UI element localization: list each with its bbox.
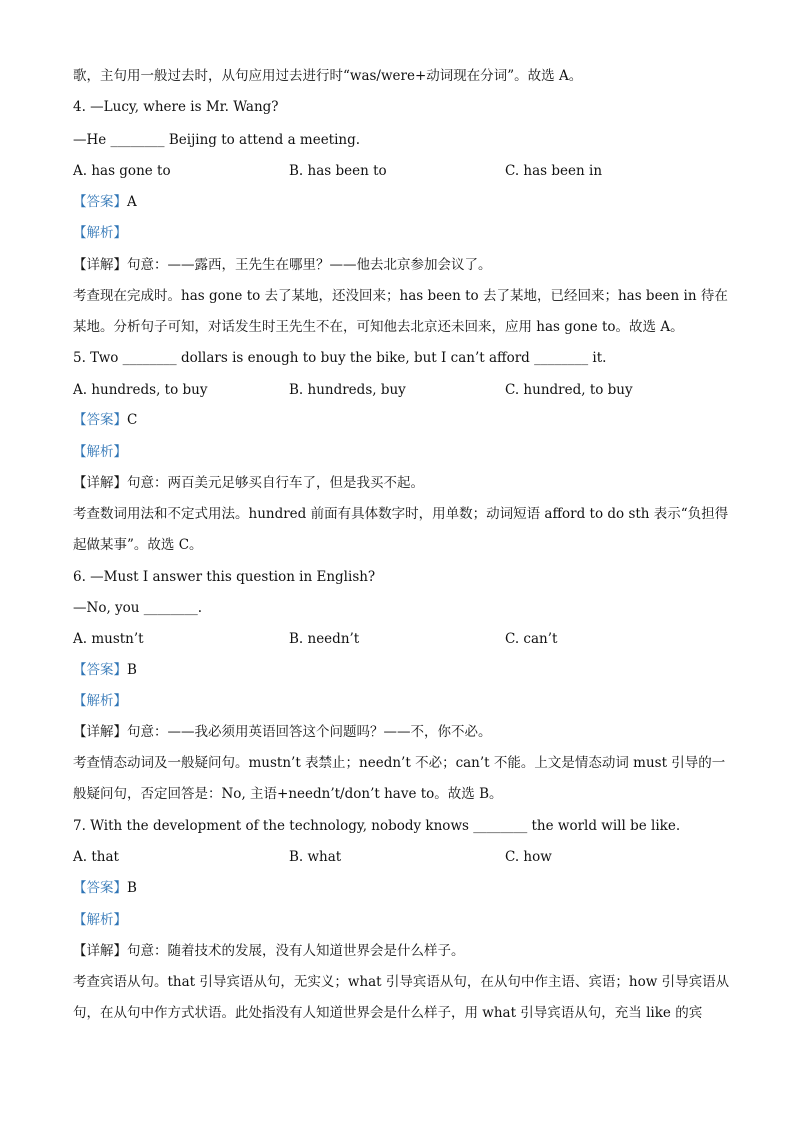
q6-option-b: B. needn’t: [289, 631, 360, 647]
q4-option-c: C. has been in: [505, 163, 603, 179]
detail-tag: 【详解】: [73, 943, 127, 959]
q6-explanation: 考查情态动词及一般疑问句。mustn’t 表禁止；needn’t 不必；can’t 不能。上文是情态动词 must 引导的一般疑问句，否定回答是：No, 主语+needn’t/don’t have to。故选 B。: [73, 755, 726, 802]
answer-value: B: [127, 880, 137, 896]
question-4: 4. —Lucy, where is Mr. Wang?: [73, 99, 279, 115]
q4-answer: [73, 192, 733, 212]
q6-option-c: C. can’t: [505, 631, 558, 647]
q4-analysis-tag: [73, 223, 733, 243]
answer-value: B: [127, 662, 137, 678]
q5-option-b: B. hundreds, buy: [289, 382, 406, 398]
q5-option-a: A. hundreds, to buy: [73, 382, 208, 398]
answer-value: C: [127, 412, 138, 428]
q5-explanation: 考查数词用法和不定式用法。hundred 前面有具体数字时，用单数；动词短语 afford to do sth 表示“负担得起做某事”。故选 C。: [73, 506, 729, 553]
detail-tag: 【详解】: [73, 724, 127, 740]
question-6: 6. —Must I answer this question in English?: [73, 569, 376, 585]
q5-detail: [73, 473, 733, 493]
q7-analysis-tag: [73, 910, 733, 930]
answer-tag: 【答案】: [73, 194, 127, 210]
analysis-tag: 【解析】: [73, 444, 127, 460]
q4-explanation: 考查现在完成时。has gone to 去了某地，还没回来；has been to 去了某地，已经回来；has been in 待在某地。分析句子可知，对话发生时王先生不在，可知他去北京还未回来，应用 has gone to。故选 A。: [73, 288, 728, 335]
detail-tag: 【详解】: [73, 257, 127, 273]
answer-tag: 【答案】: [73, 412, 127, 428]
question-4-line-2: —He ________ Beijing to attend a meeting.: [73, 132, 361, 148]
q6-answer: [73, 660, 733, 680]
q5-option-c: C. hundred, to buy: [505, 382, 633, 398]
q6-detail: [73, 722, 733, 742]
q6-option-a: A. mustn’t: [73, 631, 144, 647]
q4-option-b: B. has been to: [289, 163, 387, 179]
answer-value: A: [127, 194, 137, 210]
analysis-tag: 【解析】: [73, 912, 127, 928]
analysis-tag: 【解析】: [73, 225, 127, 241]
q7-explanation: 考查宾语从句。that 引导宾语从句，无实义；what 引导宾语从句，在从句中作主语、宾语；how 引导宾语从句，在从句中作方式状语。此处指没有人知道世界会是什么样子，用 what 引导宾语从句，充当 like 的宾: [73, 974, 730, 1021]
q7-answer: [73, 878, 733, 898]
detail-text: 句意：——我必须用英语回答这个问题吗？——不，你不必。: [127, 724, 492, 740]
question-6-line-2: —No, you ________.: [73, 600, 203, 616]
detail-text: 句意：两百美元足够买自行车了，但是我买不起。: [127, 475, 424, 491]
answer-tag: 【答案】: [73, 880, 127, 896]
text-line: 歌，主句用一般过去时，从句应用过去进行时“was/were+动词现在分词”。故选 A。: [73, 68, 583, 84]
q5-answer: [73, 410, 733, 430]
detail-tag: 【详解】: [73, 475, 127, 491]
q4-option-a: A. has gone to: [73, 163, 171, 179]
q7-option-b: B. what: [289, 849, 342, 865]
answer-tag: 【答案】: [73, 662, 127, 678]
q7-option-c: C. how: [505, 849, 552, 865]
q5-analysis-tag: [73, 442, 733, 462]
question-7: 7. With the development of the technology, nobody knows ________ the world will be like.: [73, 818, 681, 834]
detail-text: 句意：——露西，王先生在哪里？——他去北京参加会议了。: [127, 257, 492, 273]
q6-analysis-tag: [73, 691, 733, 711]
q4-detail: [73, 255, 733, 275]
analysis-tag: 【解析】: [73, 693, 127, 709]
detail-text: 句意：随着技术的发展，没有人知道世界会是什么样子。: [127, 943, 465, 959]
q7-detail: [73, 941, 733, 961]
q7-option-a: A. that: [73, 849, 119, 865]
question-5: 5. Two ________ dollars is enough to buy the bike, but I can’t afford ________ it.: [73, 350, 607, 366]
